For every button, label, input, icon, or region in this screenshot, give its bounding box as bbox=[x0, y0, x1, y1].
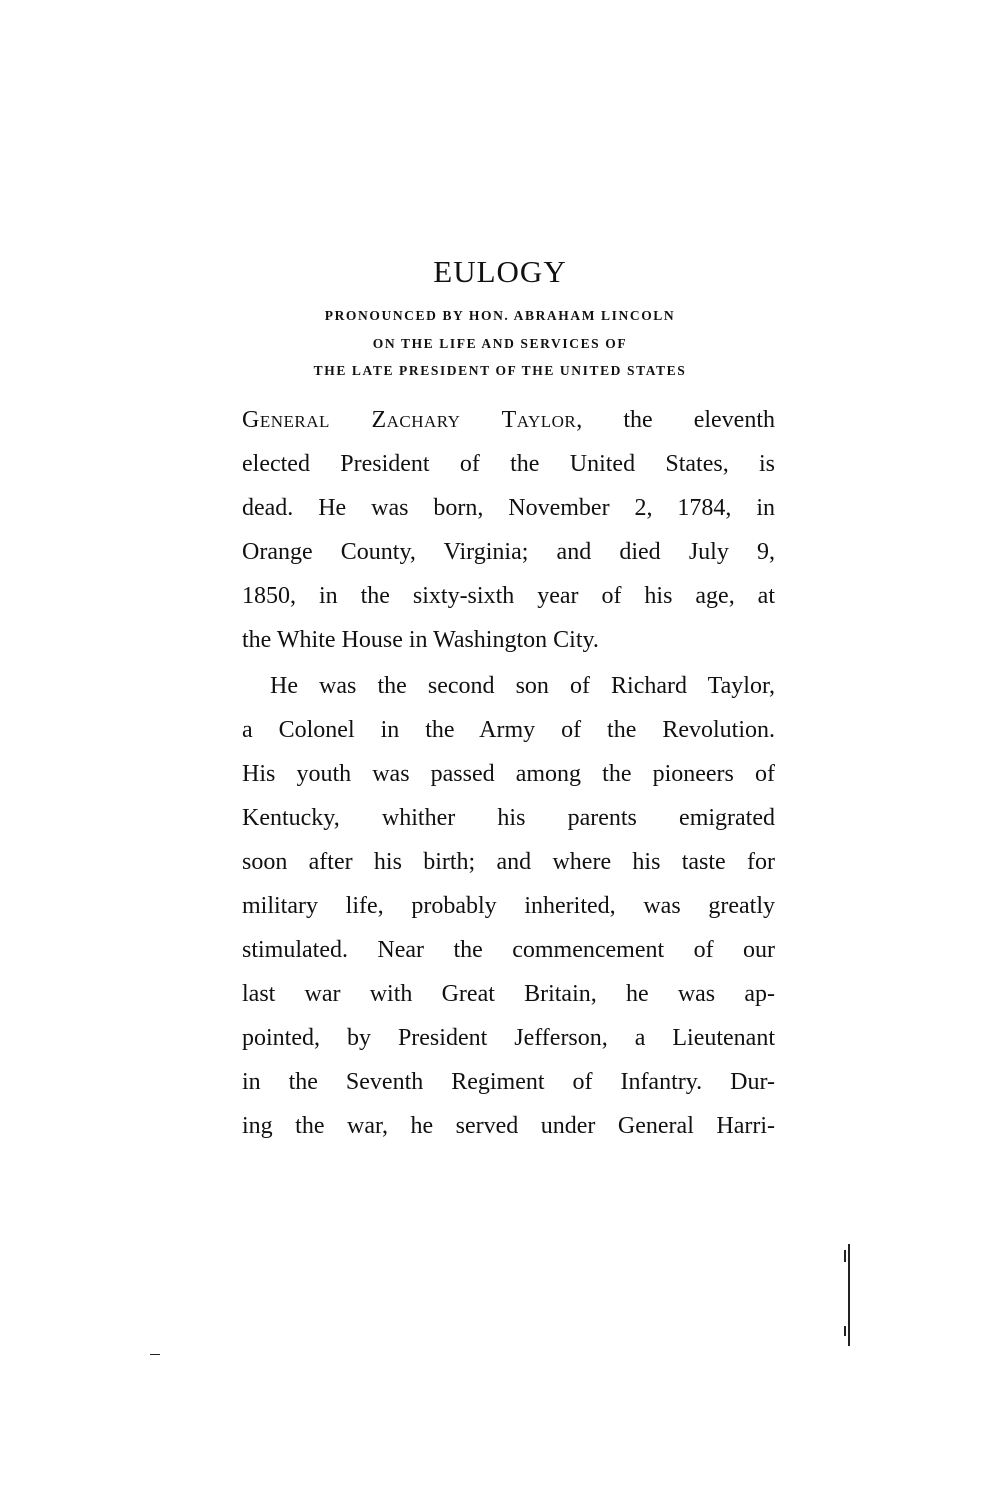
scan-corner-mark bbox=[150, 1354, 160, 1355]
paragraph-1 bbox=[242, 398, 775, 662]
paragraph-1-line-4: Orange County, Virginia; and died July 9, bbox=[242, 539, 775, 565]
scan-edge-tick-top bbox=[844, 1250, 846, 1262]
paragraph-1-line-3: dead. He was born, November 2, 1784, in bbox=[242, 495, 775, 521]
page-title: EULOGY bbox=[433, 254, 567, 289]
paragraph-2-line-7: stimulated. Near the commencement of our bbox=[242, 937, 775, 963]
paragraph-1-line-6: the White House in Washington City. bbox=[242, 627, 599, 653]
paragraph-2-line-2: a Colonel in the Army of the Revolution. bbox=[242, 717, 775, 743]
paragraph-2 bbox=[242, 664, 775, 1148]
subtitle-line-2: ON THE LIFE AND SERVICES OF bbox=[372, 336, 628, 351]
paragraph-2-line-5: soon after his birth; and where his taste for bbox=[242, 849, 775, 875]
subtitle-line-1: PRONOUNCED BY HON. ABRAHAM LINCOLN bbox=[324, 308, 676, 323]
scan-edge-tick-bottom bbox=[844, 1326, 846, 1336]
paragraph-1-lead: General Zachary Taylor bbox=[242, 407, 577, 433]
paragraph-2-line-1: He was the second son of Richard Taylor, bbox=[270, 673, 775, 699]
paragraph-2-line-6: military life, probably inherited, was greatly bbox=[242, 893, 775, 919]
paragraph-1-line-1-text: , the eleventh bbox=[576, 407, 775, 433]
paragraph-2-line-9: pointed, by President Jefferson, a Lieutenant bbox=[242, 1025, 775, 1051]
paragraph-2-line-11: ing the war, he served under General Harri- bbox=[242, 1113, 775, 1139]
scan-edge-line bbox=[848, 1244, 850, 1346]
paragraph-1-line-2: elected President of the United States, is bbox=[242, 451, 775, 477]
paragraph-2-line-10: in the Seventh Regiment of Infantry. Dur- bbox=[242, 1069, 775, 1095]
paragraph-2-line-3: His youth was passed among the pioneers of bbox=[242, 761, 775, 787]
subtitle-line-3: THE LATE PRESIDENT OF THE UNITED STATES bbox=[313, 363, 687, 378]
paragraph-2-line-8: last war with Great Britain, he was ap- bbox=[242, 981, 775, 1007]
paragraph-1-line-5: 1850, in the sixty-sixth year of his age, at bbox=[242, 583, 775, 609]
paragraph-1-line-1 bbox=[242, 398, 775, 442]
paragraph-2-line-4: Kentucky, whither his parents emigrated bbox=[242, 805, 775, 831]
